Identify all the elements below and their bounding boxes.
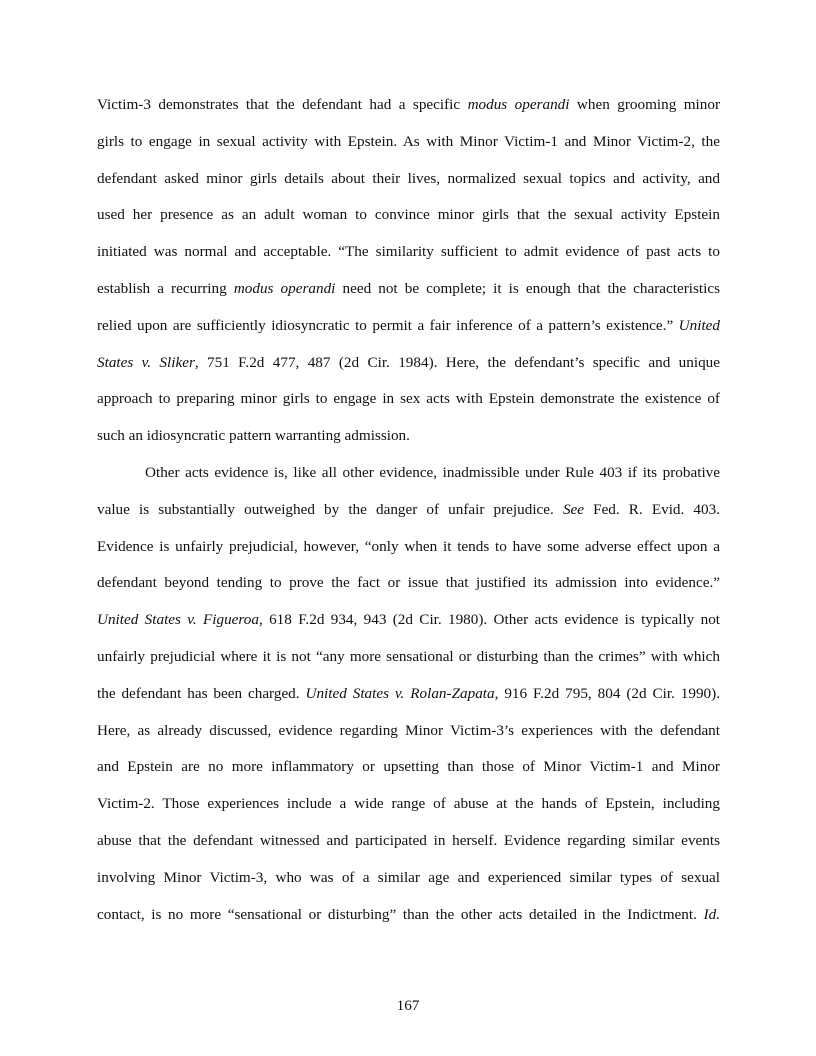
text-run: Victim-2. Those experiences include a wide range of abuse at the hands of Epstein, including — [97, 795, 720, 813]
text-line — [97, 641, 720, 678]
text-run: contact, is no more “sensational or disturbing” than the other acts detailed in the Indictment. — [97, 905, 704, 923]
text-run: Here, as already discussed, evidence regarding Minor Victim-3’s experiences with the defendant — [97, 721, 720, 739]
italic-citation: See — [562, 500, 585, 518]
text-run: need not be complete; it is enough that the characteristics — [335, 279, 721, 297]
text-line — [97, 420, 720, 457]
text-line — [97, 825, 720, 862]
text-line — [97, 715, 720, 752]
italic-citation: United — [678, 316, 720, 334]
text-run: the defendant has been charged. — [97, 684, 306, 702]
text-line — [97, 678, 720, 715]
text-run: Other acts evidence is, like all other evidence, inadmissible under Rule 403 if its probative — [145, 463, 720, 481]
text-line — [97, 89, 720, 126]
italic-citation: States v. Sliker — [97, 353, 195, 371]
text-run: Evidence is unfairly prejudicial, however, “only when it tends to have some adverse effect upon a — [97, 537, 720, 555]
text-run: involving Minor Victim-3, who was of a similar age and experienced similar types of sexual — [97, 868, 720, 886]
text-run: girls to engage in sexual activity with Epstein. As with Minor Victim-1 and Minor Victim-2, the — [97, 132, 720, 150]
text-line — [97, 862, 720, 899]
text-run: relied upon are sufficiently idiosyncratic to permit a fair inference of a pattern’s existence.” — [97, 316, 679, 334]
text-run: defendant asked minor girls details about their lives, normalized sexual topics and activity, and — [97, 169, 720, 187]
text-line — [97, 751, 720, 788]
text-run: Victim-3 demonstrates that the defendant had a specific — [97, 96, 468, 113]
text-line — [97, 457, 720, 494]
text-run: Fed. R. Evid. 403. — [584, 500, 720, 518]
paragraph-1 — [97, 89, 720, 457]
text-line — [97, 383, 720, 420]
text-line — [97, 604, 720, 641]
text-line — [97, 899, 720, 936]
text-run: abuse that the defendant witnessed and participated in herself. Evidence regarding similar events — [97, 831, 720, 849]
text-run: establish a recurring — [97, 279, 234, 297]
text-run: used her presence as an adult woman to convince minor girls that the sexual activity Epstein — [97, 206, 720, 224]
text-run: and Epstein are no more inflammatory or upsetting than those of Minor Victim-1 and Minor — [97, 758, 720, 776]
text-line — [97, 236, 720, 273]
text-run: , 751 F.2d 477, 487 (2d Cir. 1984). Here, the defendant’s specific and unique — [194, 353, 720, 371]
text-run: , 618 F.2d 934, 943 (2d Cir. 1980). Other acts evidence is typically not — [258, 611, 721, 629]
text-run: approach to preparing minor girls to engage in sex acts with Epstein demonstrate the existence of — [97, 390, 720, 408]
body-text — [97, 89, 720, 935]
text-line — [97, 273, 720, 310]
text-line — [97, 163, 720, 200]
italic-citation: Id. — [703, 905, 720, 923]
text-run: , 916 F.2d 795, 804 (2d Cir. 1990). — [494, 684, 720, 702]
text-line — [97, 567, 720, 604]
text-run: unfairly prejudicial where it is not “any more sensational or disturbing than the crimes” with which — [97, 647, 720, 665]
text-run: such an idiosyncratic pattern warranting admission. — [97, 427, 410, 445]
text-run: initiated was normal and acceptable. “The similarity sufficient to admit evidence of past acts to — [97, 243, 720, 261]
italic-citation: United States v. Rolan-Zapata — [305, 684, 495, 702]
text-line — [97, 531, 720, 568]
italic-citation: modus operandi — [233, 279, 336, 297]
text-line — [97, 310, 720, 347]
text-run: value is substantially outweighed by the danger of unfair prejudice. — [97, 500, 563, 518]
italic-citation: United States v. Figueroa — [97, 611, 259, 629]
text-line — [97, 126, 720, 163]
text-run: defendant beyond tending to prove the fact or issue that justified its admission into evidence.” — [97, 574, 720, 592]
italic-citation: modus operandi — [467, 96, 570, 113]
text-line — [97, 494, 720, 531]
text-line — [97, 788, 720, 825]
text-line — [97, 199, 720, 236]
text-line — [97, 347, 720, 384]
text-run: when grooming minor — [569, 96, 721, 113]
paragraph-2 — [97, 457, 720, 935]
page-number: 167 — [396, 997, 420, 1014]
